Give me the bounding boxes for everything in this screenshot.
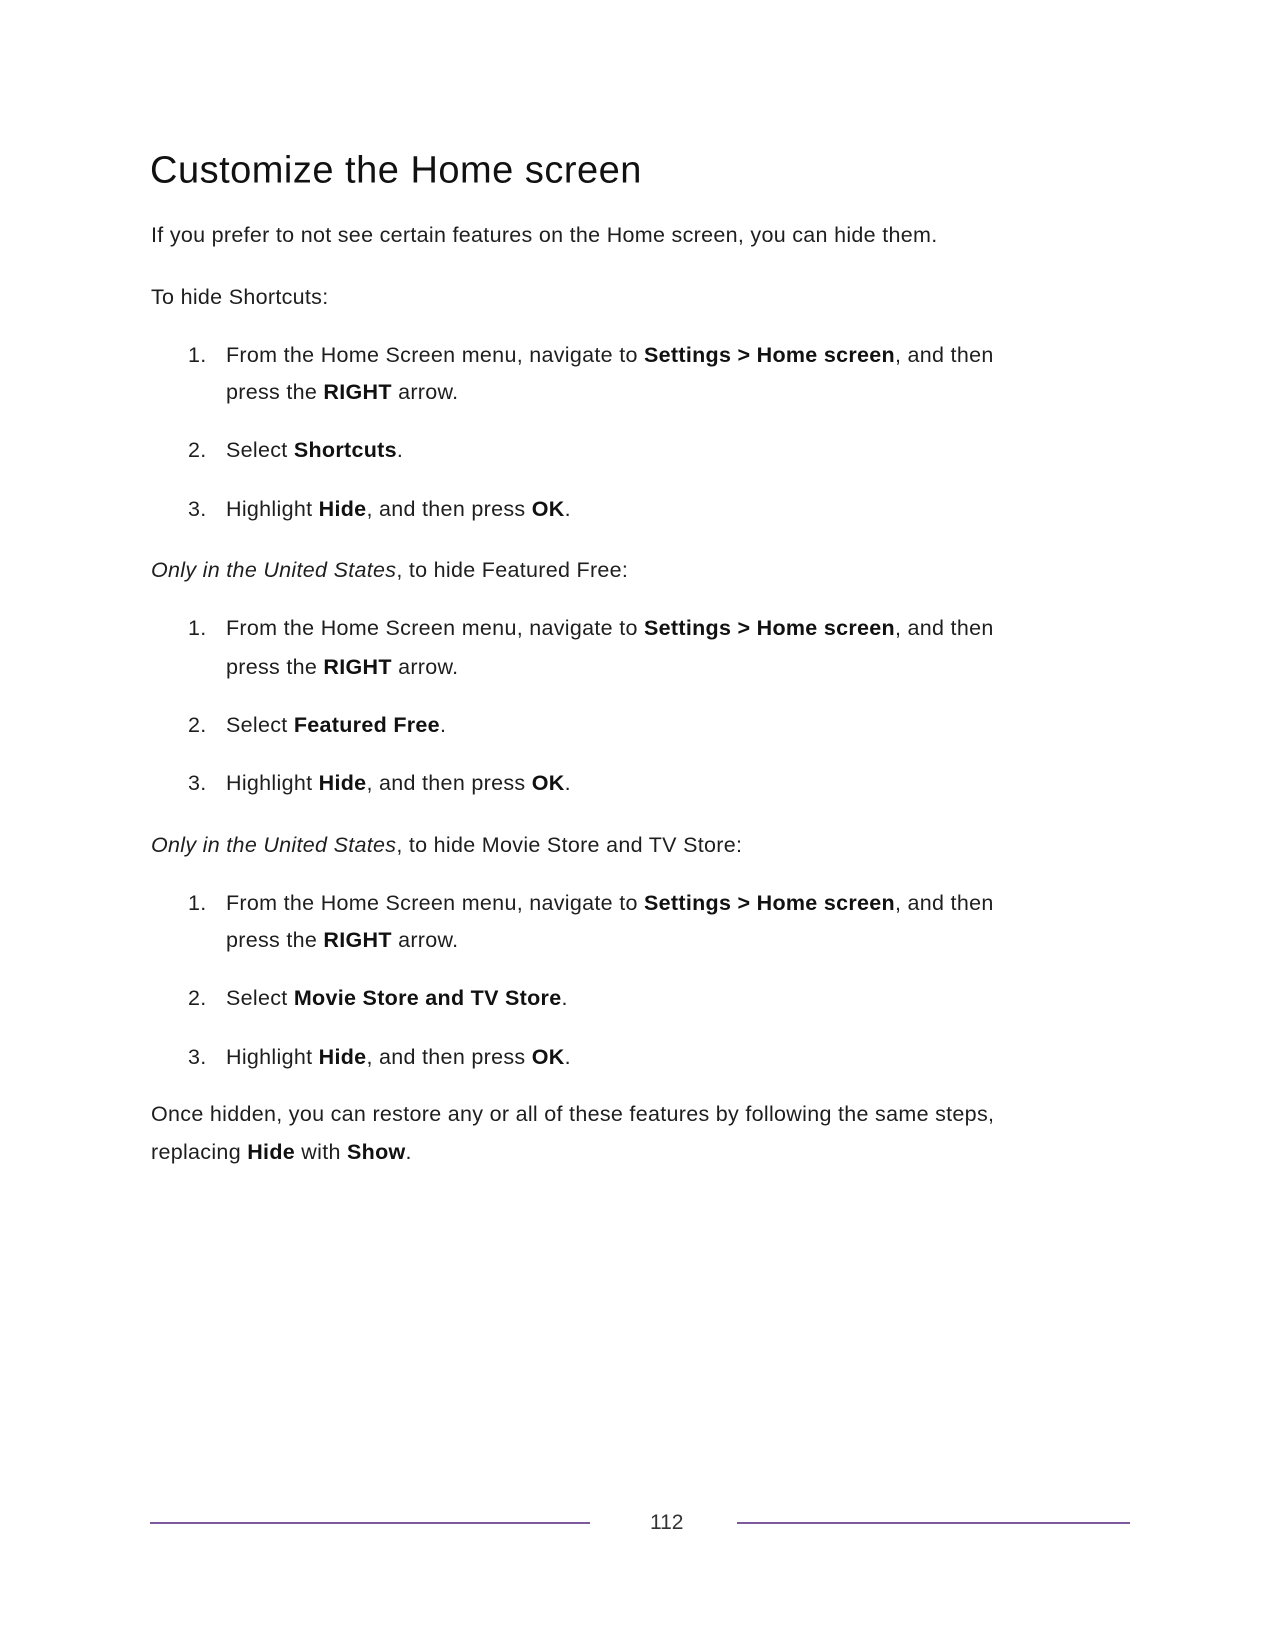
text: From the Home Screen menu, navigate to	[226, 343, 645, 367]
footer-rule-right	[737, 1522, 1130, 1524]
text: , and then	[894, 343, 994, 367]
text: Select	[226, 438, 294, 462]
step-2	[226, 713, 446, 737]
text: .	[564, 497, 571, 521]
text: arrow.	[391, 928, 459, 952]
bold-right: RIGHT	[323, 928, 392, 952]
bold-hide: Hide	[318, 771, 367, 795]
text: Highlight	[226, 1045, 319, 1069]
text: , and then press	[366, 771, 532, 795]
closing-line-2	[151, 1140, 412, 1164]
text: .	[561, 986, 568, 1010]
text: press the	[226, 928, 324, 952]
bold-feature: Shortcuts	[293, 438, 397, 462]
step-1-line-1	[226, 343, 994, 367]
text: .	[396, 438, 404, 462]
step-number: 3.	[188, 771, 207, 795]
step-1-line-2	[226, 380, 458, 404]
step-3	[226, 497, 571, 521]
step-number: 3.	[188, 1045, 207, 1069]
bold-ok: OK	[531, 771, 565, 795]
step-2	[226, 438, 403, 462]
text: arrow.	[391, 655, 459, 679]
step-1-line-2	[226, 928, 458, 952]
text: , and then	[894, 891, 994, 915]
text: From the Home Screen menu, navigate to	[226, 616, 645, 640]
bold-path: Settings > Home screen	[644, 616, 895, 640]
text: Highlight	[226, 497, 319, 521]
bold-ok: OK	[531, 1045, 565, 1069]
section-lead	[151, 833, 742, 857]
closing-line-1: Once hidden, you can restore any or all of these features by following the same steps,	[151, 1102, 995, 1126]
text: replacing	[151, 1140, 248, 1164]
intro-paragraph: If you prefer to not see certain features on the Home screen, you can hide them.	[151, 223, 938, 247]
text: .	[564, 771, 571, 795]
step-2	[226, 986, 568, 1010]
section-lead	[151, 285, 329, 309]
text: Select	[226, 713, 294, 737]
page-title: Customize the Home screen	[150, 149, 642, 192]
text: .	[439, 713, 447, 737]
page-number: 112	[650, 1511, 684, 1534]
text: Select	[226, 986, 294, 1010]
italic-qualifier: Only in the United States	[151, 833, 397, 857]
step-number: 2.	[188, 438, 207, 462]
bold-right: RIGHT	[323, 655, 392, 679]
bold-hide: Hide	[318, 1045, 367, 1069]
bold-feature: Movie Store and TV Store	[293, 986, 562, 1010]
text: Highlight	[226, 771, 319, 795]
bold-path: Settings > Home screen	[644, 343, 895, 367]
bold-feature: Featured Free	[293, 713, 440, 737]
text: , and then press	[366, 1045, 532, 1069]
step-3	[226, 1045, 571, 1069]
lead-text: To hide Shortcuts:	[151, 285, 329, 309]
bold-hide: Hide	[318, 497, 367, 521]
step-1-line-1	[226, 616, 994, 640]
bold-ok: OK	[531, 497, 565, 521]
bold-hide: Hide	[247, 1140, 296, 1164]
bold-path: Settings > Home screen	[644, 891, 895, 915]
step-number: 1.	[188, 343, 207, 367]
footer-rule-left	[150, 1522, 590, 1524]
text: , and then press	[366, 497, 532, 521]
step-1-line-1	[226, 891, 994, 915]
step-3	[226, 771, 571, 795]
step-1-line-2	[226, 655, 458, 679]
step-number: 1.	[188, 616, 207, 640]
step-number: 2.	[188, 713, 207, 737]
text: with	[295, 1140, 348, 1164]
text: press the	[226, 655, 324, 679]
step-number: 3.	[188, 497, 207, 521]
bold-right: RIGHT	[323, 380, 392, 404]
section-lead	[151, 558, 628, 582]
text: .	[564, 1045, 571, 1069]
text: .	[405, 1140, 412, 1164]
text: From the Home Screen menu, navigate to	[226, 891, 645, 915]
step-number: 1.	[188, 891, 207, 915]
step-number: 2.	[188, 986, 207, 1010]
bold-show: Show	[347, 1140, 406, 1164]
text: press the	[226, 380, 324, 404]
text: , and then	[894, 616, 994, 640]
lead-text: , to hide Featured Free:	[396, 558, 629, 582]
italic-qualifier: Only in the United States	[151, 558, 397, 582]
lead-text: , to hide Movie Store and TV Store:	[396, 833, 743, 857]
text: arrow.	[391, 380, 459, 404]
